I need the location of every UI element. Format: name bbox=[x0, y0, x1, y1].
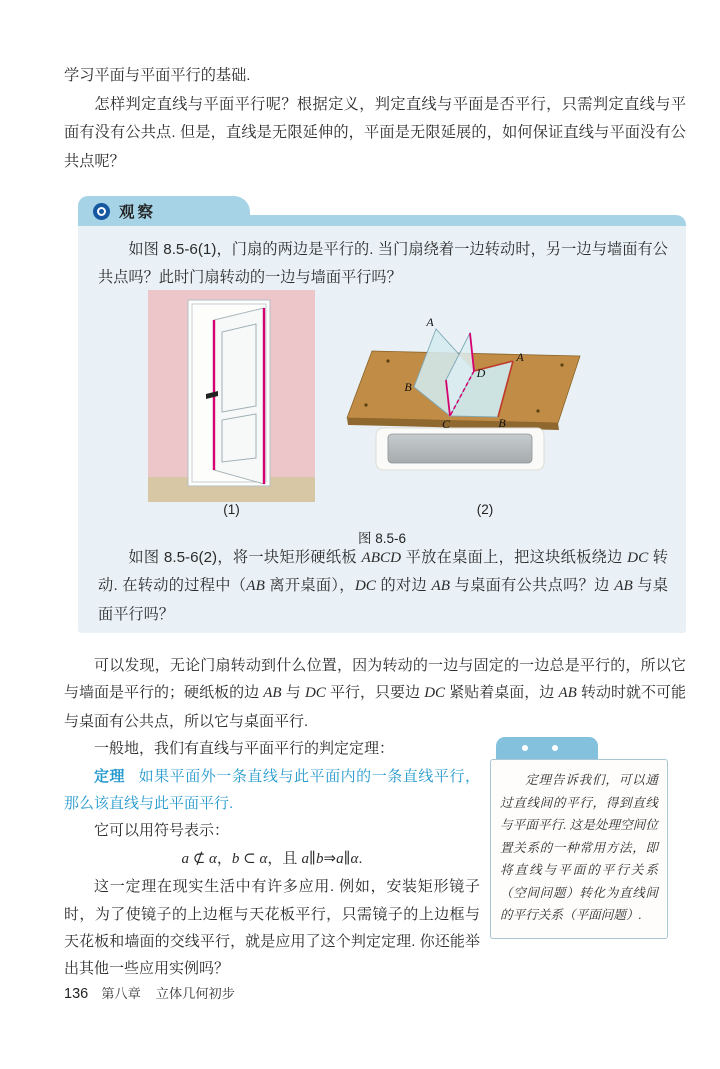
observation-title: 观察 bbox=[119, 204, 157, 221]
figure-sublabel-2: (2) bbox=[476, 502, 494, 517]
math-var: AB bbox=[558, 685, 577, 702]
math-var: AB bbox=[263, 685, 282, 702]
text-run: . bbox=[358, 849, 363, 867]
observe-target-icon-ring bbox=[97, 207, 106, 216]
text-run: 与桌面平行吗？ bbox=[98, 577, 668, 623]
symbol-intro-paragraph: 它可以用符号表示： bbox=[94, 822, 230, 840]
note-tab-dot bbox=[552, 745, 558, 751]
theorem-text: 如果平面外一条直线与此平面内的一条直线平行，那么该直线与此平面平行. bbox=[64, 767, 480, 813]
label-A-raised: A bbox=[426, 315, 434, 329]
text-run: 的对边 bbox=[375, 577, 432, 595]
application-paragraph: 这一定理在现实生活中有许多应用. 例如，安装矩形镜子时，为了使镜子的上边框与天花板平行，只需镜子的上边框与天花板和墙面的交线平行，就是应用了这个判定定理. 你还能举出其他一些应用实例吗？ bbox=[64, 878, 480, 978]
observation-tab-strip bbox=[228, 215, 686, 226]
text-run: ， bbox=[216, 849, 232, 867]
note-tab bbox=[496, 737, 598, 759]
observation-tab bbox=[78, 196, 250, 226]
observe-target-icon-core bbox=[99, 209, 104, 214]
observe-target-icon bbox=[93, 203, 110, 220]
math-var: DC bbox=[304, 685, 326, 702]
text-run: 转动. 在转动的过程中（ bbox=[98, 549, 668, 595]
label-C: C bbox=[441, 417, 451, 431]
text-run: 平行，只要边 bbox=[325, 684, 425, 702]
note-text: 定理告诉我们，可以通过直线间的平行，得到直线与平面平行. 这是处理空间位置关系的一种常用方法，即将直线与平面的平行关系（空间问题）转化为直线间的平行关系（平面问题）. bbox=[500, 773, 658, 922]
desk-illustration bbox=[330, 298, 640, 503]
label-B-flat: B bbox=[498, 416, 506, 430]
observation-paragraph-1: 如图 8.5-6(1)，门扇的两边是平行的. 当门扇绕着一边转动时，另一边与墙面有公共点吗？此时门扇转动的一边与墙面平行吗？ bbox=[98, 241, 668, 287]
math-var: DC bbox=[354, 577, 376, 595]
figure-caption: 图 8.5-6 bbox=[357, 531, 407, 546]
observation-body bbox=[78, 226, 686, 633]
note-box bbox=[490, 737, 668, 939]
label-B-raised: B bbox=[404, 380, 412, 394]
theorem-label: 定理 bbox=[94, 767, 126, 785]
text-run: 离开桌面）， bbox=[264, 577, 355, 595]
math-var: ABCD bbox=[361, 549, 402, 566]
text-run: 如图 8.5-6(2)，将一块矩形硬纸板 bbox=[128, 549, 362, 566]
door-illustration bbox=[148, 290, 315, 502]
body-paragraph-general: 一般地，我们有直线与平面平行的判定定理： bbox=[94, 740, 395, 758]
text-run: 转动时就不可能与桌面有公共点，所以它与桌面平行. bbox=[64, 684, 686, 730]
math-var: DC bbox=[424, 685, 446, 702]
chapter-title: 第八章 bbox=[101, 986, 141, 1001]
label-D: D bbox=[476, 366, 486, 380]
text-run: 平放在桌面上，把这块纸板绕边 bbox=[401, 549, 628, 566]
observation-paragraph-2 bbox=[98, 544, 668, 629]
desk-screw bbox=[560, 363, 563, 366]
label-A-flat: A bbox=[516, 350, 524, 364]
intro-continued-line: 学习平面与平面平行的基础. bbox=[64, 67, 251, 84]
math-var: AB bbox=[614, 577, 633, 595]
theorem-paragraph bbox=[64, 763, 480, 818]
text-run: ，且 bbox=[267, 849, 302, 867]
math-run: a∥b bbox=[301, 850, 324, 867]
math-run: a∥α bbox=[336, 850, 359, 867]
math-var: DC bbox=[627, 549, 649, 566]
desk-screw bbox=[536, 409, 539, 412]
math-var: AB bbox=[431, 577, 451, 595]
text-run: 紧贴着桌面，边 bbox=[445, 684, 559, 702]
note-tab-dot bbox=[522, 745, 528, 751]
math-run: a ⊄ α bbox=[181, 850, 217, 867]
observation-box bbox=[78, 196, 686, 633]
desk-screw bbox=[364, 403, 367, 406]
figure-sublabel-1: (1) bbox=[223, 502, 240, 517]
section-title: 立体几何初步 bbox=[155, 986, 235, 1001]
drawer-front bbox=[388, 434, 532, 463]
implies-symbol: ⇒ bbox=[323, 849, 337, 867]
footer bbox=[64, 983, 235, 1002]
intro-section bbox=[64, 62, 686, 176]
page-number: 136 bbox=[64, 986, 89, 1002]
body-paragraph-discover bbox=[64, 652, 686, 735]
formula bbox=[64, 845, 480, 873]
text-run: 可以发现，无论门扇转动到什么位置，因为转动的一边与固定的一边总是平行的，所以它与墙面是平行的；硬纸板的边 bbox=[64, 657, 686, 702]
desk-screw bbox=[386, 359, 389, 362]
text-run: 与桌面有公共点吗？边 bbox=[450, 577, 615, 595]
intro-paragraph: 怎样判定直线与平面平行呢？根据定义，判定直线与平面是否平行，只需判定直线与平面有没有公共点. 但是，直线是无限延伸的，平面是无限延展的，如何保证直线与平面没有公共点呢？ bbox=[64, 95, 686, 170]
text-run: 与 bbox=[281, 684, 305, 702]
note-body bbox=[490, 759, 668, 939]
math-var: AB bbox=[246, 577, 265, 595]
math-run: b ⊂ α bbox=[231, 850, 268, 867]
